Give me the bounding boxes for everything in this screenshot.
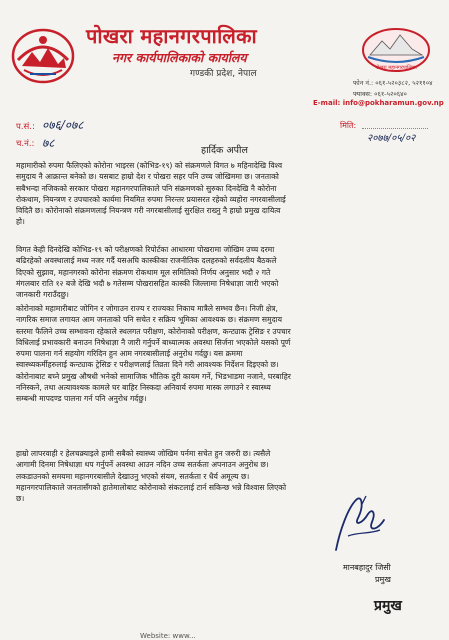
line: हाम्रो लापरवाही र हेलचक्र्याइले हामी सबैको स्वास्थ्य जोखिम पर्नमा सचेत हुन जरुरी छ। त्यसैले [16, 449, 271, 458]
office-name: नगर कार्यपालिकाको कार्यालय [112, 50, 247, 65]
date-underline [362, 128, 428, 129]
line: हो। [16, 217, 25, 227]
line: दिएको सुझाव, महानगरको कोरोना संक्रमण रोकथाम मूल समितिको निर्णय अनुसार भदौ २ गते [16, 267, 271, 277]
line: विगत केही दिनदेखि कोभिड-१९ को परीक्षणको रिपोर्टका आधारमा पोखरामा जोखिम उच्च दरमा [16, 245, 275, 254]
line: विदितै छ। कोरोनाको संक्रमणलाई नियन्त्रण गरी नगरबासीलाई सुरक्षित राख्नु नै हाम्रो प्रमुख दायित्व [16, 206, 281, 216]
line: बढिरहेको अवस्थालाई मध्य नजर गर्दै यसअघि कास्कीका राजनीतिक दलहरुको सर्वदलीय बैठकले [16, 256, 277, 266]
line: कोरोनाबाट बच्ने प्रमुख औषधी भनेको सामाजिक भौतिक दुरी कायम गर्ने, भिडभाडमा नजाने, घरबाहिर [16, 371, 291, 381]
nepal-emblem-icon [8, 24, 78, 84]
letter-title: हार्दिक अपील [201, 145, 248, 156]
line: आगामी दिनमा निषेधाज्ञा थप गर्नुपर्ने अवस्था आउन नदिन उच्च सतर्कता अपनाउन अनुरोध छ। [16, 460, 269, 470]
signer-name: मानबहादुर जिसी [343, 563, 391, 572]
signer-title: प्रमुख [375, 575, 391, 584]
line: स्वास्थ्यकर्मीहरुलाई कन्ट्याक ट्रेसिङ र परीक्षणलाई तिव्रता दिने गरी आवश्यक निर्देशन दिइएको छ। [16, 360, 279, 370]
paragraph-3 [16, 303, 430, 405]
province-name: गण्डकी प्रदेश, नेपाल [190, 69, 257, 79]
line: ननिस्कने, तथा अत्यावश्यक कामले घर बाहिर निस्कदा अनिवार्य रुपमा मास्क लगाउने र स्वास्थ्य [16, 383, 271, 393]
line: महामारीको रुपमा फैलिएको कोरोना भाइरस (कोभिड-१९) को संक्रमणले विगत ७ महिनादेखि विश्व [16, 161, 283, 170]
line: मंगलबार राति १२ बजे देखि भदौ ७ गतेसम्म पोखरासहित कास्की जिल्लामा निषेधाज्ञा जारी भएको [16, 278, 279, 288]
phone-number: फोन नं.: ०६१-५२०३८२, ५२११०४ [353, 79, 433, 87]
line: विधिलाई प्रभावकारी बनाउन निषेधाज्ञा नै जारी गर्नुपर्ने बाध्यात्मक अवस्था सिर्जना भएकोले यसको पूर्ण [16, 337, 291, 347]
line: महानगरपालिकाले जनतासँगको हातेमालोबाट कोरोनाको संकटलाई टार्न सकिन्छ भन्ने विश्वास लिएको [16, 482, 287, 492]
paragraph-2 [16, 244, 430, 300]
fax-number: फ्याक्स: ०६१-५२०६४० [353, 90, 407, 98]
org-name: पोखरा महानगरपालिका [86, 24, 257, 48]
line: नागरिक समाज लगायत आम जनताको पनि सचेत र सक्रिय भूमिका आवश्यक छ। संक्रमण समुदाय [16, 315, 282, 325]
line: छ। [16, 494, 25, 504]
chalani-label: च.नं.: [16, 139, 35, 149]
line: रोकथाम, नियन्त्रण र उपचारको कार्यमा नियमित रुपमा निरन्तर प्रयासरत रहेको व्यहोरा नगरवासीलाई [16, 194, 286, 204]
title-stamp: प्रमुख [374, 598, 402, 614]
line: समुदाय नै आक्रान्त बनेको छ। यसबाट हाम्रो देश र पोखरा सहर पनि उच्च जोखिममा छ। जनताको [16, 172, 279, 182]
date-label: मिति: [340, 121, 357, 130]
email-address: E-mail: info@pokharamun.gov.np [313, 99, 444, 107]
line: सबैभन्दा नजिकको सरकार पोखरा महानगरपालिकाले पनि संक्रमणको सुरुका दिनदेखि नै कोरोना [16, 183, 277, 193]
line: रुपमा पालना गर्न सहयोग गरिदिन हुन आम नगरबासीलाई अनुरोध गर्दछु। यस क्रममा [16, 349, 243, 359]
seal-text: पोखरा महानगरपालिका [375, 65, 417, 71]
line: जानकारी गराउँदछु। [16, 290, 69, 300]
footer-website: Website: www... [140, 632, 196, 640]
date-value: २०७७/०५/०२ [367, 133, 416, 144]
line: कोरोनाको महामारीबाट जोगिन र जोगाउन राज्य र राज्यका निकाय मात्रैले सम्भव छैन। निजी क्षेत्र, [16, 304, 278, 313]
patra-value: ०७६/०७८ [42, 118, 84, 132]
chalani-value: ७८ [42, 136, 55, 150]
handwritten-signature [318, 490, 402, 560]
paragraph-1 [16, 160, 430, 228]
line: स्तरमा फैलिने उच्च सम्भावना रहेकाले स्थलगत परीक्षण, कोरोनाको परीक्षण, कन्ट्याक ट्रेसिङ र उपचार [16, 326, 291, 336]
line: सम्बन्धी मापदण्ड पालना गर्न पनि अनुरोध गर्दछु। [16, 394, 147, 404]
patra-label: प.सं.: [16, 122, 35, 132]
city-seal-icon [360, 27, 432, 73]
line: लकडाउनको समयमा महानगरबासीले देखाउनु भएको संयम, सतर्कता र धैर्य अमूल्य छ। [16, 471, 250, 481]
